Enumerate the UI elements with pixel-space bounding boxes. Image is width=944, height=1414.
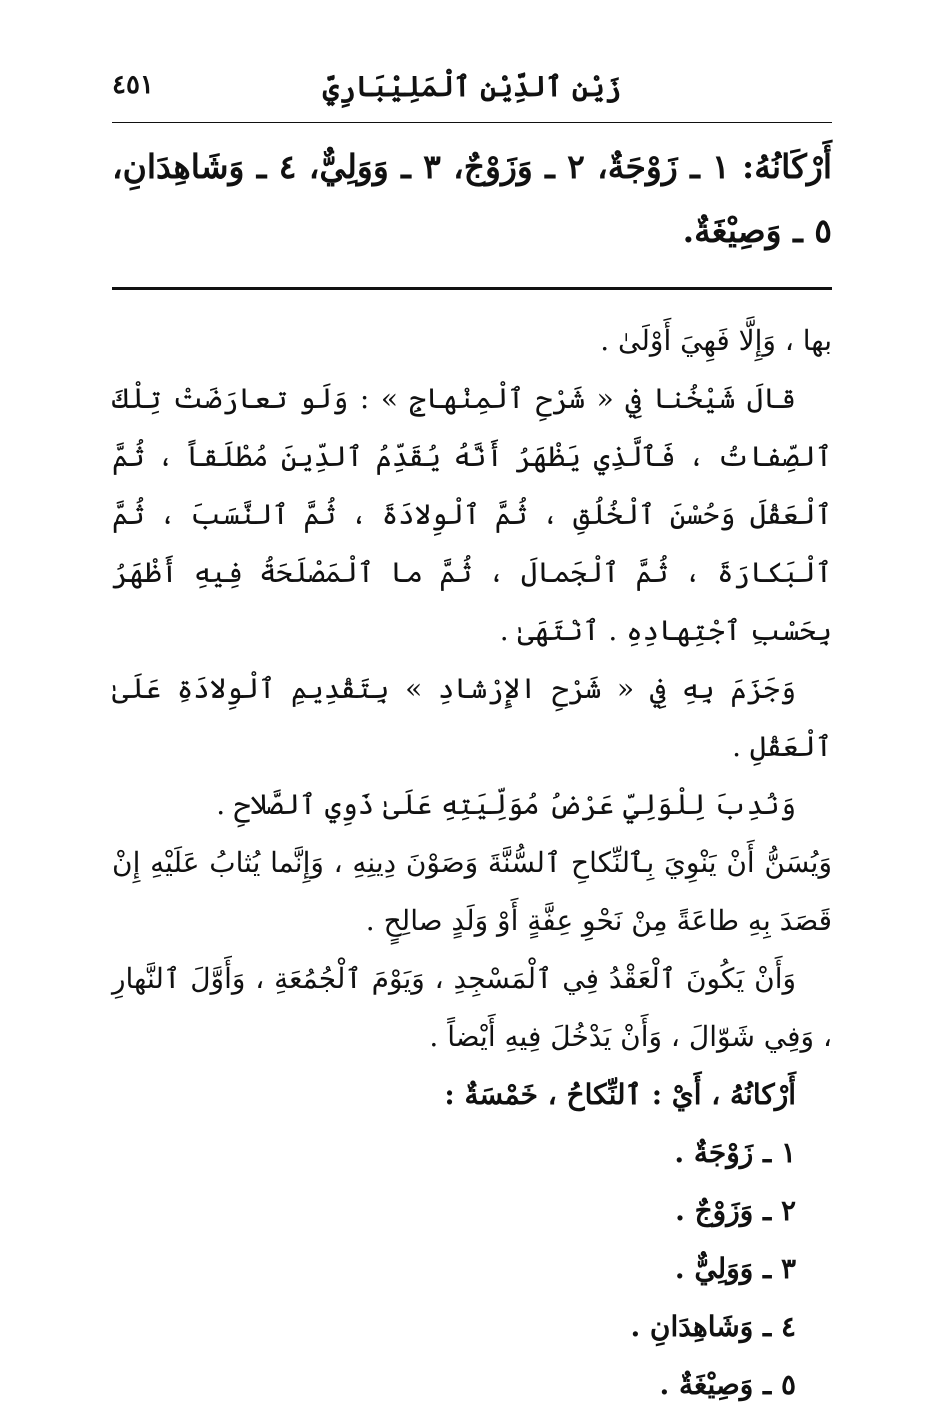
commentary-paragraph: وَجَزَمَ بِهِ فِي « شَرْحِ الإِرْشادِ » بِتَقْدِيمِ ٱلْوِلادَةِ عَلَىٰ ٱلْعَقْلِ . — [112, 672, 832, 763]
running-title: زَيْن ٱلدِّيْن ٱلْمَلِيْبَارِيّ — [322, 70, 622, 103]
commentary-section — [112, 312, 832, 1414]
pillars-list-intro: أَرْكانُهُ ، أَيْ : ٱلنِّكاحُ ، خَمْسَةٌ : — [444, 1078, 796, 1111]
commentary-paragraph: بها ، وَإِلَّا فَهِيَ أَوْلَىٰ . — [600, 324, 832, 357]
matn-divider — [112, 287, 832, 290]
commentary-paragraph: قالَ شَيْخُنا فِي « شَرْحِ ٱلْمِنْهاجِ » : وَلَو تعارَضَتْ تِلْكَ ٱلصِّفاتُ ، فَٱلَّذِي يَظْهَرُ أَنَّهُ يُقَدِّمُ ٱلدِّينَ مُطْلَقاً ، ثُمَّ ٱلْعَقْلَ وَحُسْنَ ٱلْخُلُقِ ، ثُمَّ ٱلْوِلادَةَ ، ثُمَّ ٱلنَّسَبَ ، ثُمَّ ٱلْبَكارَةَ ، ثُمَّ ٱلْجَمالَ ، ثُمَّ ما ٱلْمَصْلَحَةُ فِيهِ أَظْهَرُ بِحَسْبِ ٱجْتِهادِهِ . ٱنْتَهَىٰ . — [112, 382, 832, 647]
commentary-paragraph: وَأَنْ يَكُونَ ٱلْعَقْدُ فِي ٱلْمَسْجِدِ ، وَيَوْمَ ٱلْجُمُعَةِ ، وَأَوَّلَ ٱلنَّهارِ ، وَفِي شَوّالَ ، وَأَنْ يَدْخُلَ فِيهِ أَيْضاً . — [112, 962, 832, 1053]
header-divider — [112, 122, 832, 123]
commentary-paragraph: وَنُدِبَ لِلْوَلِيِّ عَرْضُ مُوَلِّيَتِهِ عَلَىٰ ذَوِي ٱلصَّلاحِ . — [216, 788, 796, 821]
pillars-list-item: ٥ ـ وَصِيْغَةٌ . — [659, 1368, 796, 1401]
pillars-list-item: ٢ ـ وَزَوْجٌ . — [675, 1194, 796, 1227]
pillars-list-item: ٤ ـ وَشَاهِدَانِ . — [630, 1310, 796, 1343]
page-header — [112, 70, 832, 120]
page-number: ٤٥١ — [112, 70, 154, 100]
matn-text: أَرْكَانُهُ: ١ ـ زَوْجَةٌ، ٢ ـ وَزَوْجٌ، ٣ ـ وَوَلِيٌّ، ٤ ـ وَشَاهِدَانِ، ٥ ـ وَصِيْغَةٌ. — [112, 147, 832, 250]
commentary-paragraph: وَيُسَنُّ أَنْ يَنْوِيَ بِٱلنِّكاحِ ٱلسُّنَّةَ وَصَوْنَ دِينِهِ ، وَإِنَّما يُثابُ عَلَيْهِ إِنْ قَصَدَ بِهِ طاعَةً مِنْ نَحْوِ عِفَّةٍ أَوْ وَلَدٍ صالِحٍ . — [112, 846, 832, 937]
pillars-list-item: ١ ـ زَوْجَةٌ . — [674, 1136, 796, 1169]
pillars-list-item: ٣ ـ وَوَلِيٌّ . — [674, 1252, 796, 1285]
